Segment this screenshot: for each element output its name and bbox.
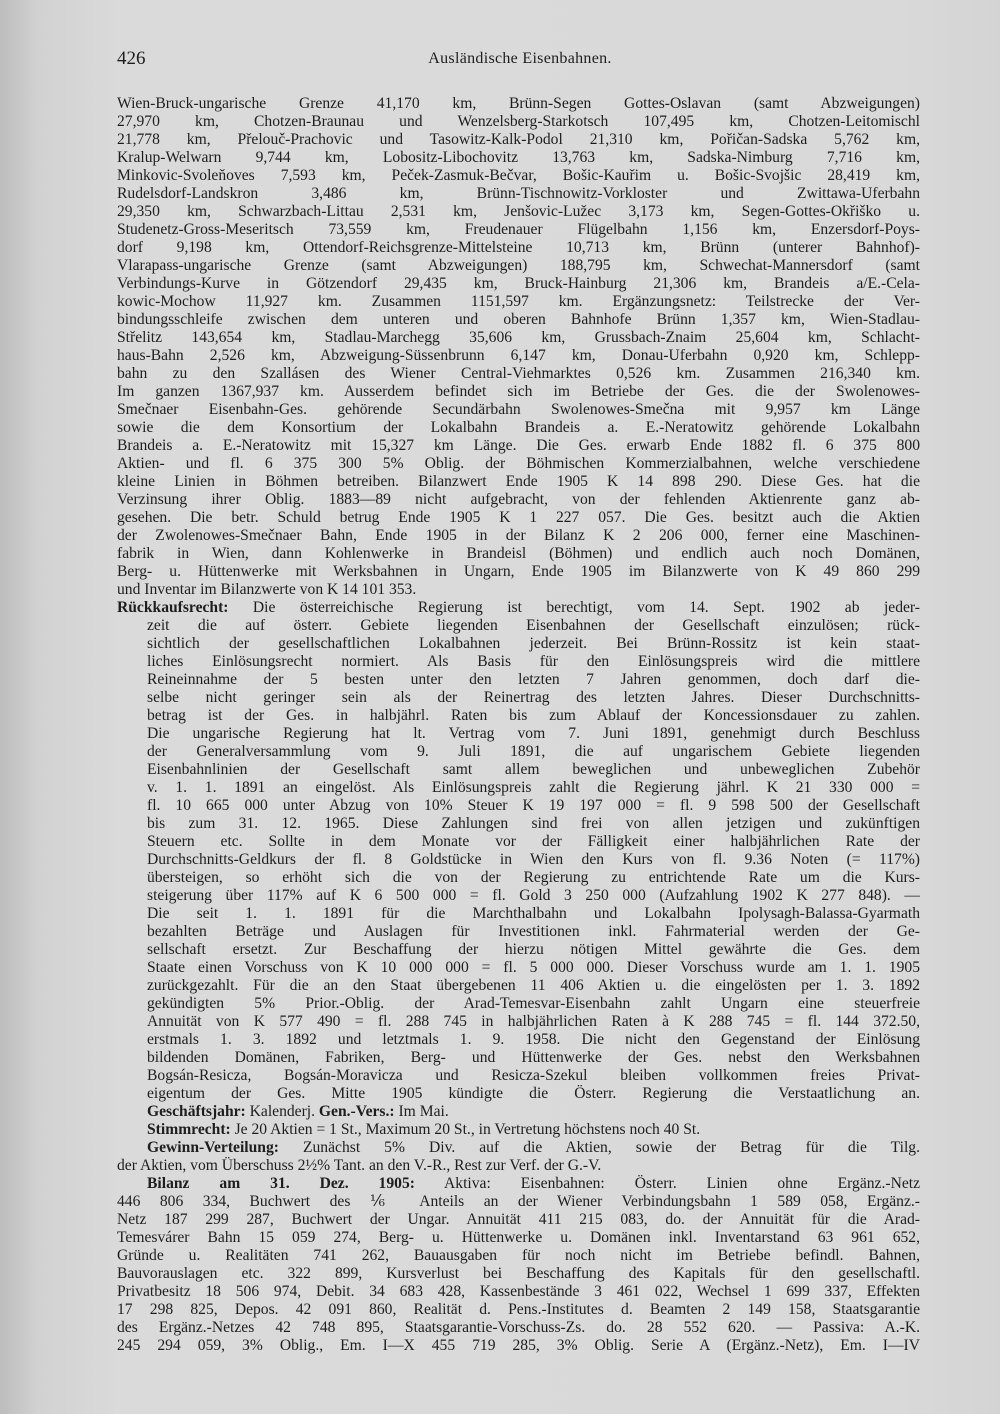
section-heading: Bilanz am 31. Dez. 1905:: [147, 1175, 415, 1192]
text-line: [147, 689, 920, 707]
line-text: 27,970 km, Chotzen-Braunau und Wenzelsberg-Starkotsch 107,495 km, Chotzen-Leitomischl: [117, 113, 920, 130]
text-line: [117, 1193, 920, 1211]
text-line: [117, 527, 920, 545]
text-line: [147, 1067, 920, 1085]
text-line: [117, 167, 920, 185]
text-line: [117, 1247, 920, 1265]
line-text: fl. 10 665 000 unter Abzug von 10% Steuer K 19 197 000 = fl. 9 598 500 der Gesellschaft: [147, 797, 920, 814]
line-text: Im Mai.: [394, 1103, 449, 1120]
text-line: [117, 1211, 920, 1229]
line-text: zurückgezahlt. Für die an den Staat übergebenen 11 406 Aktien u. die eingelösten per 1. 3. 1892: [147, 977, 920, 994]
text-line: [117, 383, 920, 401]
text-line: [117, 185, 920, 203]
line-text: Smečnaer Eisenbahn-Ges. gehörende Secundärbahn Swolenowes-Smečna mit 9,957 km Länge: [117, 401, 920, 418]
text-line: [117, 581, 920, 599]
section-heading: Rückkaufsrecht:: [117, 599, 229, 616]
line-text: Kalenderj.: [245, 1103, 319, 1120]
text-line: [117, 293, 920, 311]
text-line: [147, 959, 920, 977]
section-heading: Geschäftsjahr:: [147, 1103, 246, 1120]
text-line: [117, 113, 920, 131]
line-text: bahn zu den Szallásen des Wiener Central-Viehmarktes 0,526 km. Zusammen 216,340 km.: [117, 365, 920, 382]
text-line: [117, 149, 920, 167]
text-line: [117, 239, 920, 257]
text-line: [117, 1157, 920, 1175]
line-text: Annuität von K 577 490 = fl. 288 745 in halbjährlichen Raten à K 288 745 = fl. 144 372.50,: [147, 1013, 920, 1030]
section-heading: Gen.-Vers.:: [318, 1103, 395, 1120]
text-line: [147, 797, 920, 815]
line-text: Zunächst 5% Div. auf die Aktien, sowie der Betrag für die Tilg.: [278, 1139, 920, 1156]
line-text: Verzinsung ihrer Oblig. 1883—89 nicht aufgebracht, von der fehlenden Aktienrente ganz ab-: [117, 491, 920, 508]
text-line: [147, 905, 920, 923]
text-line: [147, 743, 920, 761]
text-line: [117, 275, 920, 293]
line-text: dorf 9,198 km, Ottendorf-Reichsgrenze-Mittelsteine 10,713 km, Brünn (unterer Bahnhof)-: [117, 239, 920, 256]
line-text: zeit die auf österr. Gebiete liegenden Eisenbahnen der Gesellschaft einzulösen; rück-: [147, 617, 920, 634]
text-line: [147, 1013, 920, 1031]
text-line: [147, 1175, 920, 1193]
text-line: [117, 491, 920, 509]
line-text: Staate einen Vorschuss von K 10 000 000 = fl. 5 000 000. Dieser Vorschuss wurde am 1. 1. 1905: [147, 959, 920, 976]
text-line: [117, 1337, 920, 1355]
text-line: [147, 869, 920, 887]
text-line: [147, 635, 920, 653]
text-line: [117, 437, 920, 455]
section-heading: Gewinn-Verteilung:: [147, 1139, 279, 1156]
line-text: Privatbesitz 18 506 974, Debit. 34 683 428, Kassenbestände 3 461 022, Wechsel 1 699 337, Effekten: [117, 1283, 920, 1300]
text-line: [117, 347, 920, 365]
text-line: [117, 95, 920, 113]
line-text: Wien-Bruck-ungarische Grenze 41,170 km, Brünn-Segen Gottes-Oslavan (samt Abzweigungen): [117, 95, 920, 112]
line-text: der Zwolenowes-Smečnaer Bahn, Ende 1905 in der Bilanz K 2 206 000, ferner eine Maschinen-: [117, 527, 920, 544]
text-line: [147, 977, 920, 995]
line-text: Gründe u. Realitäten 741 262, Bauausgaben für noch nicht im Betriebe befindl. Bahnen,: [117, 1247, 920, 1264]
line-text: v. 1. 1. 1891 an eingelöst. Als Einlösungspreis zahlt die Regierung jährl. K 21 330 000 =: [147, 779, 920, 796]
text-line: [117, 1229, 920, 1247]
line-text: Steuern etc. Sollte in dem Monate vor der Fälligkeit einer halbjährlichen Rate der: [147, 833, 920, 850]
line-text: Aktien- und fl. 6 375 300 5% Oblig. der Böhmischen Kommerzialbahnen, welche verschiedene: [117, 455, 920, 472]
line-text: fabrik in Wien, dann Kohlenwerke in Brandeisl (Böhmen) und endlich auch noch Domänen,: [117, 545, 920, 562]
text-line: [117, 473, 920, 491]
line-text: Minkovic-Svoleňoves 7,593 km, Peček-Zasmuk-Bečvar, Bošic-Kauřim u. Bošic-Svojšic 28,419 km,: [117, 167, 920, 184]
text-line: [147, 761, 920, 779]
line-text: betrag ist der Ges. in halbjährl. Raten bis zum Ablauf der Koncessionsdauer zu zahlen.: [147, 707, 920, 724]
line-text: Die ungarische Regierung hat lt. Vertrag vom 7. Juni 1891, genehmigt durch Beschluss: [147, 725, 920, 742]
line-text: Střelitz 143,654 km, Stadlau-Marchegg 35,606 km, Grussbach-Znaim 25,604 km, Schlacht-: [117, 329, 920, 346]
line-text: gesehen. Die betr. Schuld betrug Ende 1905 K 1 227 057. Die Ges. besitzt auch die Aktien: [117, 509, 920, 526]
line-text: der Aktien, vom Überschuss 2½% Tant. an den V.-R., Rest zur Verf. der G.-V.: [117, 1157, 602, 1174]
line-text: Bogsán-Resicza, Bogsán-Moravicza und Resicza-Szekul bleiben vollkommen freies Privat-: [147, 1067, 920, 1084]
running-header: Ausländische Eisenbahnen.: [428, 50, 612, 67]
line-text: Im ganzen 1367,937 km. Ausserdem befindet sich im Betriebe der Ges. die der Swolenowes-: [117, 383, 920, 400]
text-line: [147, 1085, 920, 1103]
text-line: [147, 851, 920, 869]
line-text: Rudelsdorf-Landskron 3,486 km, Brünn-Tischnowitz-Vorkloster und Zwittawa-Uferbahn: [117, 185, 920, 202]
line-text: Reineinnahme der 5 besten unter den letzten 7 Jahren genommen, doch darf die-: [147, 671, 920, 688]
line-text: 446 806 334, Buchwert des ⅙ Anteils an der Wiener Verbindungsbahn 1 589 058, Ergänz.-: [117, 1193, 920, 1210]
line-text: Kralup-Welwarn 9,744 km, Lobositz-Libochovitz 13,763 km, Sadska-Nimburg 7,716 km,: [117, 149, 920, 166]
line-text: der Generalversammlung vom 9. Juli 1891, die auf ungarischem Gebiete liegenden: [147, 743, 920, 760]
line-text: sellschaft ersetzt. Zur Beschaffung der hierzu nötigen Mittel gewährte die Ges. dem: [147, 941, 920, 958]
text-line: [147, 1103, 920, 1121]
line-text: Durchschnitts-Geldkurs der fl. 8 Goldstücke in Wien den Kurs von fl. 9.36 Noten (= 117%): [147, 851, 920, 868]
line-text: gekündigten 5% Prior.-Oblig. der Arad-Temesvar-Eisenbahn zahlt Ungarn eine steuerfreie: [147, 995, 920, 1012]
line-text: Je 20 Aktien = 1 St., Maximum 20 St., in Vertretung höchstens noch 40 St.: [230, 1121, 701, 1138]
line-text: Verbindungs-Kurve in Götzendorf 29,435 km, Bruck-Hainburg 21,306 km, Brandeis a/E.-Cela-: [117, 275, 920, 292]
text-line: [147, 725, 920, 743]
line-text: des Ergänz.-Netzes 42 748 895, Staatsgarantie-Vorschuss-Zs. do. 28 552 620. — Passiva: A.-K.: [117, 1319, 920, 1336]
text-line: [117, 329, 920, 347]
line-text: kleine Linien in Böhmen betreiben. Bilanzwert Ende 1905 K 14 898 290. Diese Ges. hat die: [117, 473, 920, 490]
line-text: Studenetz-Gross-Meseritsch 73,559 km, Freudenauer Flügelbahn 1,156 km, Enzersdorf-Poys-: [117, 221, 920, 238]
text-line: [117, 203, 920, 221]
text-line: [117, 311, 920, 329]
line-text: bildenden Domänen, Fabriken, Berg- und Hüttenwerke der Ges. nebst den Werksbahnen: [147, 1049, 920, 1066]
line-text: Aktiva: Eisenbahnen: Österr. Linien ohne Ergänz.-Netz: [414, 1175, 920, 1192]
line-text: steigerung über 117% auf K 6 500 000 = fl. Gold 3 250 000 (Aufzahlung 1902 K 277 848). —: [147, 887, 920, 904]
line-text: Vlarapass-ungarische Grenze (samt Abzweigungen) 188,795 km, Schwechat-Mannersdorf (samt: [117, 257, 920, 274]
text-line: [147, 1049, 920, 1067]
text-line: [147, 1121, 920, 1139]
text-line: [147, 617, 920, 635]
text-line: [147, 923, 920, 941]
text-line: [117, 419, 920, 437]
text-line: [147, 707, 920, 725]
line-text: eigentum der Ges. Mitte 1905 kündigte die Österr. Regierung die Verstaatlichung an.: [147, 1085, 920, 1102]
line-text: sichtlich der gesellschaftlichen Lokalbahnen jederzeit. Bei Brünn-Rossitz ist kein staat-: [147, 635, 920, 652]
line-text: bis zum 31. 12. 1965. Diese Zahlungen sind frei von allen jetzigen und zukünftigen: [147, 815, 920, 832]
text-line: [117, 1319, 920, 1337]
text-line: [147, 671, 920, 689]
line-text: Temesvárer Bahn 15 059 274, Berg- u. Hüttenwerke u. Domänen inkl. Inventarstand 63 961 652,: [117, 1229, 920, 1246]
text-line: [117, 545, 920, 563]
body-text: [117, 95, 920, 1355]
text-line: [117, 401, 920, 419]
line-text: 17 298 825, Depos. 42 091 860, Realität d. Pens.-Institutes d. Beamten 2 149 158, Staatsgarantie: [117, 1301, 920, 1318]
line-text: 245 294 059, 3% Oblig., Em. I—X 455 719 285, 3% Oblig. Serie A (Ergänz.-Netz), Em. I—IV: [117, 1337, 920, 1354]
text-line: [117, 563, 920, 581]
text-line: [117, 365, 920, 383]
text-line: [147, 995, 920, 1013]
line-text: selbe nicht geringer sein als der Reinertrag des letzten Jahres. Dieser Durchschnitts-: [147, 689, 920, 706]
line-text: Netz 187 299 287, Buchwert der Ungar. Annuität 411 215 083, do. der Annuität für die Arad-: [117, 1211, 920, 1228]
line-text: Bauvorauslagen etc. 322 899, Kursverlust bei Beschaffung des Kapitals für den gesellschaftl.: [117, 1265, 920, 1282]
line-text: bezahlten Beträge und Auslagen für Investitionen inkl. Fahrmaterial werden der Ge-: [147, 923, 920, 940]
text-line: [117, 221, 920, 239]
text-line: [117, 599, 920, 617]
page-number: 426: [117, 48, 146, 69]
text-line: [117, 1265, 920, 1283]
line-text: Eisenbahnlinien der Gesellschaft samt allem beweglichen und unbeweglichen Zubehör: [147, 761, 920, 778]
text-line: [147, 833, 920, 851]
line-text: erstmals 1. 3. 1892 und letztmals 1. 9. 1958. Die nicht den Gegenstand der Einlösung: [147, 1031, 920, 1048]
line-text: Berg- u. Hüttenwerke mit Werksbahnen in Ungarn, Ende 1905 im Bilanzwerte von K 49 860 299: [117, 563, 920, 580]
text-line: [117, 1283, 920, 1301]
line-text: kowic-Mochow 11,927 km. Zusammen 1151,597 km. Ergänzungsnetz: Teilstrecke der Ver-: [117, 293, 920, 310]
line-text: liches Einlösungsrecht normiert. Als Basis für den Einlösungspreis wird die mittlere: [147, 653, 920, 670]
line-text: haus-Bahn 2,526 km, Abzweigung-Süssenbrunn 6,147 km, Donau-Uferbahn 0,920 km, Schlepp-: [117, 347, 920, 364]
text-line: [147, 815, 920, 833]
text-line: [117, 509, 920, 527]
line-text: Die österreichische Regierung ist berechtigt, vom 14. Sept. 1902 ab jeder-: [228, 599, 920, 616]
line-text: 21,778 km, Přelouč-Prachovic und Tasowitz-Kalk-Podol 21,310 km, Pořičan-Sadska 5,762 km,: [117, 131, 920, 148]
text-line: [117, 1301, 920, 1319]
text-line: [147, 1031, 920, 1049]
line-text: und Inventar im Bilanzwerte von K 14 101 353.: [117, 581, 417, 598]
line-text: Brandeis a. E.-Neratowitz mit 15,327 km Länge. Die Ges. erwarb Ende 1882 fl. 6 375 800: [117, 437, 920, 454]
text-line: [117, 131, 920, 149]
line-text: sowie die dem Konsortium der Lokalbahn Brandeis a. E.-Neratowitz gehörende Lokalbahn: [117, 419, 920, 436]
text-line: [147, 779, 920, 797]
line-text: 29,350 km, Schwarzbach-Littau 2,531 km, Jenšovic-Lužec 3,173 km, Segen-Gottes-Okřiško u.: [117, 203, 920, 220]
text-line: [117, 455, 920, 473]
line-text: bindungsschleife zwischen dem unteren und oberen Bahnhofe Brünn 1,357 km, Wien-Stadlau-: [117, 311, 920, 328]
line-text: übersteigen, so erhöht sich die von der Regierung zu entrichtende Rate um die Kurs-: [147, 869, 920, 886]
text-line: [147, 653, 920, 671]
section-heading: Stimmrecht:: [147, 1121, 231, 1138]
text-line: [117, 257, 920, 275]
line-text: Die seit 1. 1. 1891 für die Marchthalbahn und Lokalbahn Ipolysagh-Balassa-Gyarmath: [147, 905, 920, 922]
text-line: [147, 941, 920, 959]
text-line: [147, 887, 920, 905]
text-line: [147, 1139, 920, 1157]
